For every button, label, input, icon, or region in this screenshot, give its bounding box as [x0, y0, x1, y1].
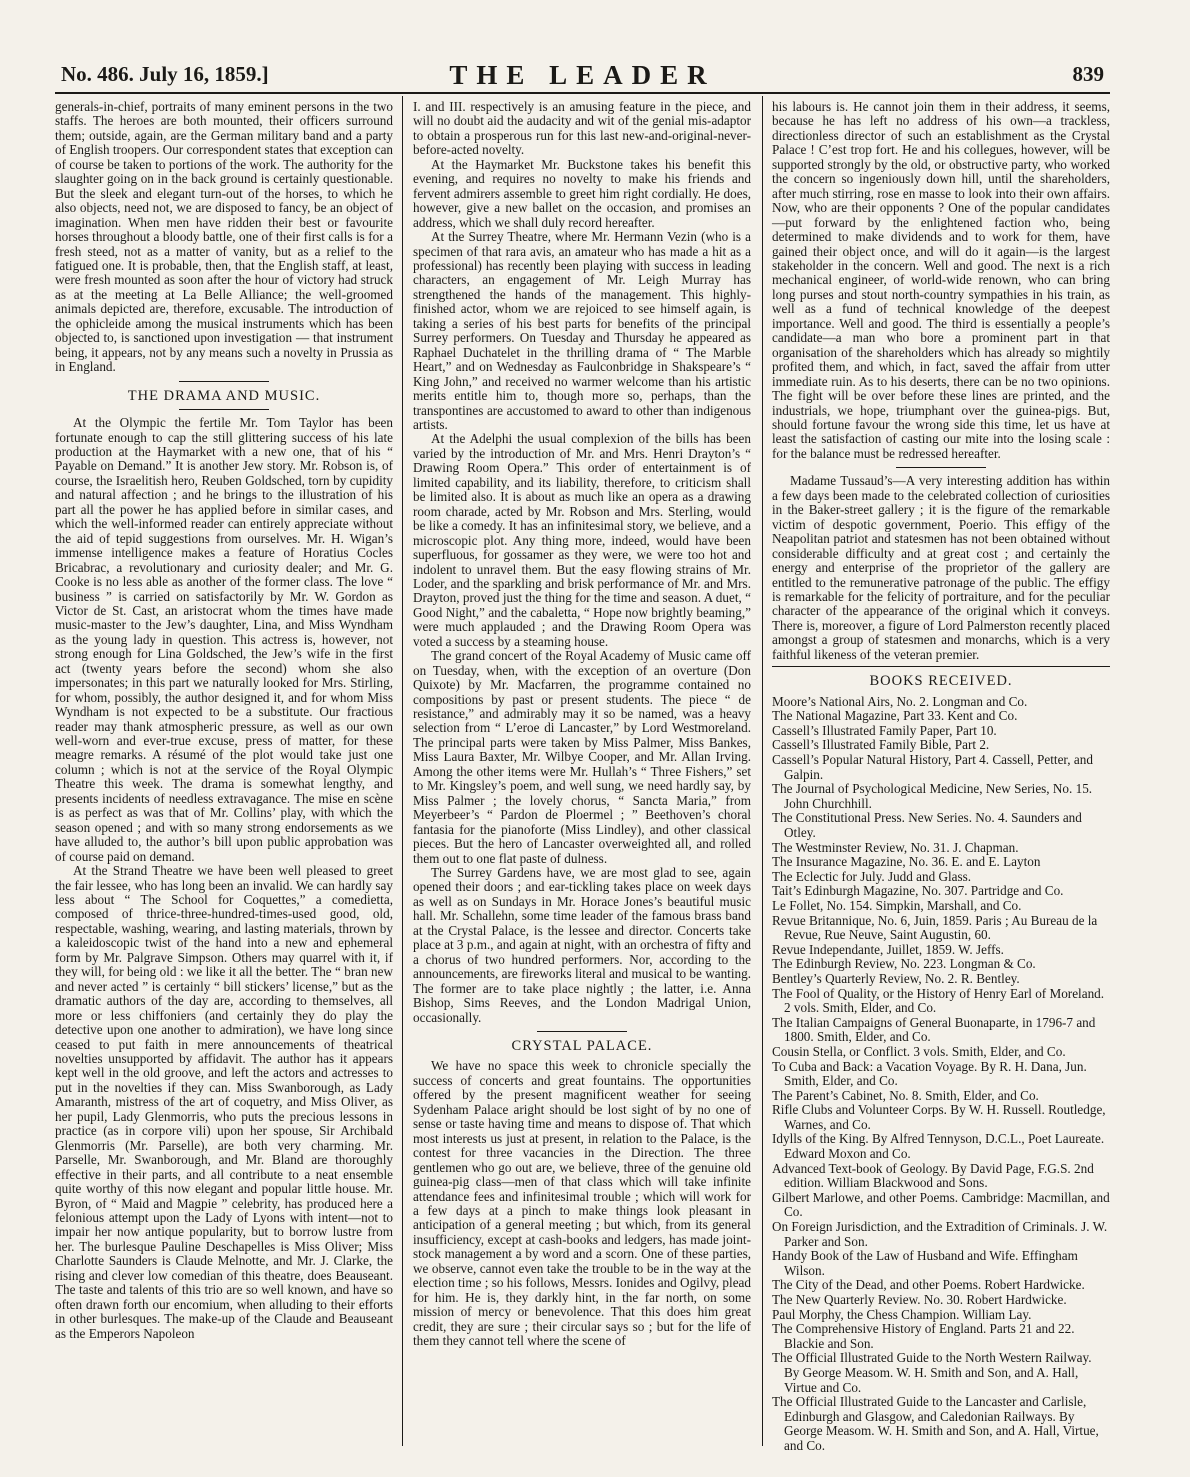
- book-entry: Handy Book of the Law of Husband and Wife. Effingham Wilson.: [772, 1248, 1078, 1278]
- book-entry: The Italian Campaigns of General Buonaparte, in 1796-7 and 1800. Smith, Elder, and Co.: [772, 1014, 1096, 1045]
- book-entry: Moore’s National Airs, No. 2. Longman and Co.: [772, 693, 1028, 709]
- book-entry: Cousin Stella, or Conflict. 3 vols. Smith, Elder, and Co.: [772, 1043, 1066, 1059]
- paragraph: The Surrey Gardens have, we are most glad to see, again opened their doors ; and ear-tickling takes place on week days as well as on Sundays in Mr. Horace Jones’s beautiful music hall. Mr. Schallehn, some time leader of the famous brass band at the Crystal Palace, is the lessee and director. Concerts take place at 3 p.m., and again at night, with an orchestra of fifty and a chorus of two hundred performers. Nor, according to the announcements, are fireworks literal and musical to be wanting. The former are to take place nightly ; the latter, i.e. Anna Bishop, Sims Reeves, and the London Madrigal Union, occasionally.: [413, 865, 752, 1025]
- book-entry: The City of the Dead, and other Poems. Robert Hardwicke.: [772, 1277, 1085, 1293]
- book-entry: To Cuba and Back: a Vacation Voyage. By R. H. Dana, Jun. Smith, Elder, and Co.: [772, 1058, 1087, 1089]
- paragraph: We have no space this week to chronicle specially the success of concerts and great fountains. The opportunities offered by the present magnificent weather for seeing Sydenham Palace aright should be lost sight of by no one of sense or taste having time and means to dispose of. That which most interests us just at present, in relation to the Palace, is the contest for three vacancies in the Direction. The three gentlemen who go out are, we believe, three of the genuine old guinea-pig class—men of that class which will take infinite attendance fees and infinitesimal trouble ; which will work for a few days at a pinch to make things look pleasant in anticipation of a general meeting ; but which, from its general insufficiency, except at cash-books and ledgers, has made joint-stock management a by word and a scorn. One of these parties, we observe, cannot even take the trouble to be in the way at the election time ; so his follows, Messrs. Ionides and Ogilvy, plead for him. He is, they darkly hint, in the far north, on some mission of mercy or benevolence. That this does him great credit, they are sure ; their circular says so ; but for the life of them they cannot tell where the scene of: [413, 1058, 751, 1349]
- section-divider: [179, 409, 269, 410]
- book-entry: Cassell’s Illustrated Family Paper, Part 10.: [772, 722, 997, 738]
- book-entry: The Parent’s Cabinet, No. 8. Smith, Elder, and Co.: [772, 1087, 1039, 1103]
- book-entry: The Official Illustrated Guide to the Lancaster and Carlisle, Edinburgh and Glasgow, and Caledonian Railways. By George Measom. W. H. Smith and Son, and A. Hall, Virtue, and Co.: [772, 1394, 1099, 1453]
- section-heading-books: BOOKS RECEIVED.: [869, 673, 1013, 690]
- paragraph: generals-in-chief, portraits of many eminent persons in the two staffs. The heroes are both mounted, their officers surround them; outside, again, are the German military band and a party of English troopers. Our correspondent states that exception can of course be taken to portions of the work. The authority for the slaughter going on in the back ground is certainly questionable. But the sleek and elegant turn-out of the horses, to which he also objects, need not, we are disposed to fancy, be an object of imagination. When men have ridden their best or favourite horses throughout a bloody battle, one of their first calls is for a fresh steed, not as a matter of vanity, but as a relief to the fatigued one. It is probable, then, that the English staff, at least, were fresh mounted as soon after the hour of victory had struck as at the meeting at La Belle Alliance; the well-groomed animals depicted are, therefore, excusable. The introduction of the ophicleide among the musical instruments which has been objected to, is sanctioned upon investigation — that instrument being, it appears, not by any means such a novelty in Prussia as in England.: [55, 99, 394, 375]
- newspaper-page: [55, 52, 1110, 1453]
- books-received-list: [772, 695, 1110, 1454]
- column-rule-2: [762, 96, 763, 1446]
- column-rule-1: [402, 96, 403, 1446]
- paragraph: At the Adelphi the usual complexion of the bills has been varied by the introduction of Mr. and Mrs. Henri Drayton’s “ Drawing Room Opera.” This order of entertainment is of limited capability, and its liability, therefore, to criticism shall be limited also. It is about as much like an opera as a drawing room charade, acted by Mr. Robson and Mrs. Sterling, would be like a comedy. It has an infinitesimal story, we believe, and a microscopic plot. Any thing more, indeed, would have been superfluous, for gossamer as they were, we were too hot and indolent to unravel them. But the easy flowing strains of Mr. Loder, and the sparkling and brisk performance of Mr. and Mrs. Drayton, proved just the thing for the time and season. A duet, “ Good Night,” and the cabaletta, “ Hope now brightly beaming,” were much applauded ; and the Drawing Room Opera was voted a success by a steaming house.: [413, 431, 751, 649]
- paragraph: At the Haymarket Mr. Buckstone takes his benefit this evening, and requires no novelty to make his friends and fervent admirers assemble to greet him right cordially. He does, however, give a new ballet on the occasion, and promises an address, which we shall duly record hereafter.: [413, 156, 751, 230]
- book-entry: The National Magazine, Part 33. Kent and Co.: [772, 708, 1018, 724]
- masthead: [55, 52, 1110, 94]
- book-entry: The Eclectic for July. Judd and Glass.: [772, 868, 972, 884]
- paragraph: I. and III. respectively is an amusing feature in the piece, and will no doubt aid the audacity and wit of the genial mis-adaptor to obtain a prosperous run for this last new-and-original-never-before-acted novelty.: [413, 99, 751, 158]
- book-entry: The Fool of Quality, or the History of Henry Earl of Moreland. 2 vols. Smith, Elder, and Co.: [772, 985, 1105, 1016]
- book-entry: The Comprehensive History of England. Parts 21 and 22. Blackie and Son.: [772, 1321, 1075, 1351]
- book-entry: Rifle Clubs and Volunteer Corps. By W. H. Russell. Routledge, Warnes, and Co.: [772, 1102, 1106, 1132]
- book-entry: Cassell’s Illustrated Family Bible, Part 2.: [772, 737, 990, 753]
- book-entry: On Foreign Jurisdiction, and the Extradition of Criminals. J. W. Parker and Son.: [772, 1219, 1108, 1249]
- paragraph: At the Strand Theatre we have been well pleased to greet the fair lessee, who has long been an invalid. We can hardly say less about “ The School for Coquettes,” a comedietta, composed of thrice-three-hundred-times-used good, old, respectable, washing, wearing, and lasting materials, thrown by a kaleidoscopic twist of the hand into a new and ephemeral form by Mr. Palgrave Simpson. Others may quarrel with it, if they will, for being old : we like it all the better. The “ bran new and never acted ” is certainly “ bill stickers’ license,” but as the dramatic authors of the day are, according to themselves, all more or less chiffoniers (and certainly they do play the detective upon one another to admiration), we have long since ceased to put faith in mere announcements of theatrical novelties unsupported by affidavit. The author has it appears kept well in the old groove, and left the actors and actresses to put in the novelties if they can. Miss Swanborough, as Lady Amaranth, mistress of the art of coquetry, and Miss Oliver, as her pupil, Lady Glenmorris, who puts the precious lessons in practice (as in corpore vili) upon her spouse, Sir Archibald Glenmorris (Mr. Parselle), are both very charming. Mr. Parselle, Mr. Swanborough, and Mr. Bland are thoroughly effective in their parts, and all contribute to a neat ensemble quite worthy of this now elegant and popular little house. Mr. Byron, of “ Maid and Magpie ” celebrity, has produced here a felonious attempt upon the Lady of Lyons with intent—not to impair her now antique popularity, but to borrow lustre from her. The burlesque Pauline Deschapelles is Miss Oliver; Miss Charlotte Saunders is Claude Melnotte, and Mr. J. Clarke, the rising and clever low comedian of this theatre, does Beauseant. The taste and talents of this trio are so well known, and have so often drawn forth our encomium, when alluding to their efforts in other burlesques. The make-up of the Claude and Beauseant as the Emperors Napoleon: [55, 863, 393, 1341]
- newspaper-title: THE LEADER: [449, 60, 716, 90]
- book-entry: The New Quarterly Review. No. 30. Robert Hardwicke.: [772, 1292, 1067, 1308]
- book-entry: Revue Britannique, No. 6, Juin, 1859. Paris ; Au Bureau de la Revue, Rue Neuve, Saint Augustin, 60.: [772, 912, 1098, 943]
- book-entry: The Edinburgh Review, No. 223. Longman & Co.: [772, 956, 1036, 972]
- book-entry: Tait’s Edinburgh Magazine, No. 307. Partridge and Co.: [772, 883, 1064, 899]
- column-3: [772, 99, 1110, 1453]
- book-entry: Le Follet, No. 154. Simpkin, Marshall, and Co.: [772, 897, 1022, 913]
- paragraph: At the Surrey Theatre, where Mr. Hermann Vezin (who is a specimen of that rara avis, an amateur who has made a hit as a professional) has recently been playing with success in leading characters, an engagement of Mr. Leigh Murray has strengthened the hands of the management. This highly-finished actor, whom we are rejoiced to see himself again, is taking a series of his best parts for benefits of the principal Surrey performers. On Tuesday and Thursday he appeared as Raphael Duchatelet in the thrilling drama of “ The Marble Heart,” and on Wednesday as Faulconbridge in Shakspeare’s “ King John,” and received no warmer welcome than his artistic merits entitle him to, though more so, perhaps, than the transpontines are accustomed to award to other than indigenous artists.: [413, 229, 751, 432]
- section-divider: [896, 467, 986, 468]
- section-heading-drama: THE DRAMA AND MUSIC.: [127, 387, 321, 404]
- section-divider: [179, 381, 269, 382]
- section-divider: [772, 666, 1110, 667]
- paragraph: Madame Tussaud’s—A very interesting addition has within a few days been made to the celebrated collection of curiosities in the Baker-street gallery ; it is the figure of the remarkable victim of despotic government, Poerio. This effigy of the Neapolitan patriot and statesmen has not been obtained without considerable difficulty and at great cost ; and certainly the energy and enterprise of the proprietor of the gallery are entitled to the remunerative patronage of the public. The effigy is remarkable for the felicity of portraiture, and for the peculiar character of the appearance of the original which it conveys. There is, moreover, a figure of Lord Palmerston recently placed amongst a group of statesmen and monarchs, which is a very faithful likeness of the veteran premier.: [772, 473, 1110, 662]
- book-entry: Gilbert Marlowe, and other Poems. Cambridge: Macmillan, and Co.: [772, 1189, 1110, 1220]
- book-entry: Advanced Text-book of Geology. By David Page, F.G.S. 2nd edition. William Blackwood and Sons.: [772, 1160, 1094, 1191]
- column-1: [55, 100, 393, 1445]
- issue-date: No. 486. July 16, 1859.]: [61, 62, 269, 86]
- section-heading-crystal-palace: CRYSTAL PALACE.: [511, 1038, 653, 1054]
- paragraph: his labours is. He cannot join them in their address, it seems, because he has left no address of his own—a trackless, directionless director of such an establishment as the Crystal Palace ! C’est trop fort. He and his collegues, however, will be supported strongly by the old, or obstructive party, who worked the concern so ingeniously down hill, until the shareholders, after much stirring, rose en masse to look into their own affairs. Now, who are their opponents ? One of the popular candidates —put forward by the enlightened faction who, being determined to make dividends and to work for them, have gained their object once, and will do it again—is the largest stakeholder in the concern. Well and good. The next is a rich mechanical engineer, of world-wide renown, who can bring long purses and stout north-country sympathies in his train, as well as a fund of technical knowledge of the deepest importance. Well and good. The third is essentially a people’s candidate—a man who bore a prominent part in that organisation of the shareholders which has already so mightily profited them, and which, in fact, saved the affair from utter immediate ruin. As to his deserts, there can be no two opinions. The fight will be over before these lines are printed, and the industrials, we hope, triumphant over the guinea-pigs. But, should fortune favour the wrong side this time, let us have at least the satisfaction of casting our mite into the losing scale : for the balance must be redressed hereafter.: [772, 99, 1110, 461]
- column-2: [413, 100, 751, 1445]
- paragraph: At the Olympic the fertile Mr. Tom Taylor has been fortunate enough to cap the still glittering success of his late production at the Haymarket with a new one, that of his “ Payable on Demand.” It is another Jew story. Mr. Robson is, of course, the Israelitish hero, Reuben Goldsched, torn by cupidity and natural affection ; and he brings to the illustration of his part all the power he has applied before in similar cases, and which the well-informed reader can entirely appreciate without the aid of tepid suggestions from ourselves. Mr. H. Wigan’s immense intelligence makes a feature of Horatius Cocles Bricabrac, a revolutionary and curiosity dealer; and Mr. G. Cooke is no less able as another of the former class. The love “ business ” is carried on satisfactorily by Mr. W. Gordon as Victor de St. Cast, an aristocrat whom the times have made music-master to the Jew’s daughter, Lina, and Miss Wyndham as the young lady in question. This actress is, however, not strong enough for Lina Goldsched, the Jew’s wife in the first act (twenty years before the second) whom she also impersonates; in this part we naturally looked for Mrs. Stirling, for whom, possibly, the author designed it, and for whom Miss Wyndham is not expected to be a substitute. Our fractious reader may thank atmospheric pressure, as well as our own well-worn and ever-true excuse, press of matter, for these meagre remarks. A résumé of the plot would take just one column ; which is not at the service of the Royal Olympic Theatre this week. The drama is somewhat lengthy, and presents incidents of needless extravagance. The mise en scène is as perfect as was that of Mr. Collins’ play, with which the season opened ; and with so many strong endorsements as we have alluded to, the author’s bill upon public approbation was of course paid on demand.: [55, 415, 393, 864]
- book-entry: Idylls of the King. By Alfred Tennyson, D.C.L., Poet Laureate. Edward Moxon and Co.: [772, 1131, 1105, 1162]
- book-entry: The Westminster Review, No. 31. J. Chapman.: [772, 839, 1019, 855]
- paragraph: The grand concert of the Royal Academy of Music came off on Tuesday, when, with the exception of an overture (Don Quixote) by Mr. Macfarren, the programme contained no compositions by past or present students. The piece “ de resistance,” and admirably may it so be named, was a heavy selection from “ L’eroe di Lancaster,” by Lord Westmoreland. The principal parts were taken by Miss Palmer, Miss Bankes, Miss Laura Baxter, Mr. Wilbye Cooper, and Mr. Allan Irving. Among the other items were Mr. Hullah’s “ Three Fishers,” set to Mr. Kingsley’s poem, and well sung, we need hardly say, by Miss Palmer ; the lovely chorus, “ Sancta Maria,” from Meyerbeer’s “ Pardon de Ploermel ; ” Beethoven’s choral fantasia for the pianoforte (Miss Lindley), and other classical pieces. But the hero of Lancaster overweighted all, and rolled them out to one flat paste of dulness.: [413, 648, 751, 866]
- book-entry: The Insurance Magazine, No. 36. E. and E. Layton: [772, 854, 1041, 870]
- book-entry: The Constitutional Press. New Series. No. 4. Saunders and Otley.: [772, 810, 1082, 841]
- book-entry: The Official Illustrated Guide to the North Western Railway. By George Measom. W. H. Smith and Son, and A. Hall, Virtue and Co.: [772, 1350, 1092, 1395]
- book-entry: Paul Morphy, the Chess Champion. William Lay.: [772, 1306, 1032, 1322]
- section-divider: [537, 1031, 627, 1032]
- book-entry: Revue Independante, Juillet, 1859. W. Jeffs.: [772, 941, 1004, 957]
- book-entry: The Journal of Psychological Medicine, New Series, No. 15. John Churchhill.: [772, 781, 1093, 811]
- book-entry: Cassell’s Popular Natural History, Part 4. Cassell, Petter, and Galpin.: [772, 752, 1093, 782]
- page-number: 839: [1072, 62, 1104, 86]
- book-entry: Bentley’s Quarterly Review, No. 2. R. Bentley.: [772, 970, 1020, 986]
